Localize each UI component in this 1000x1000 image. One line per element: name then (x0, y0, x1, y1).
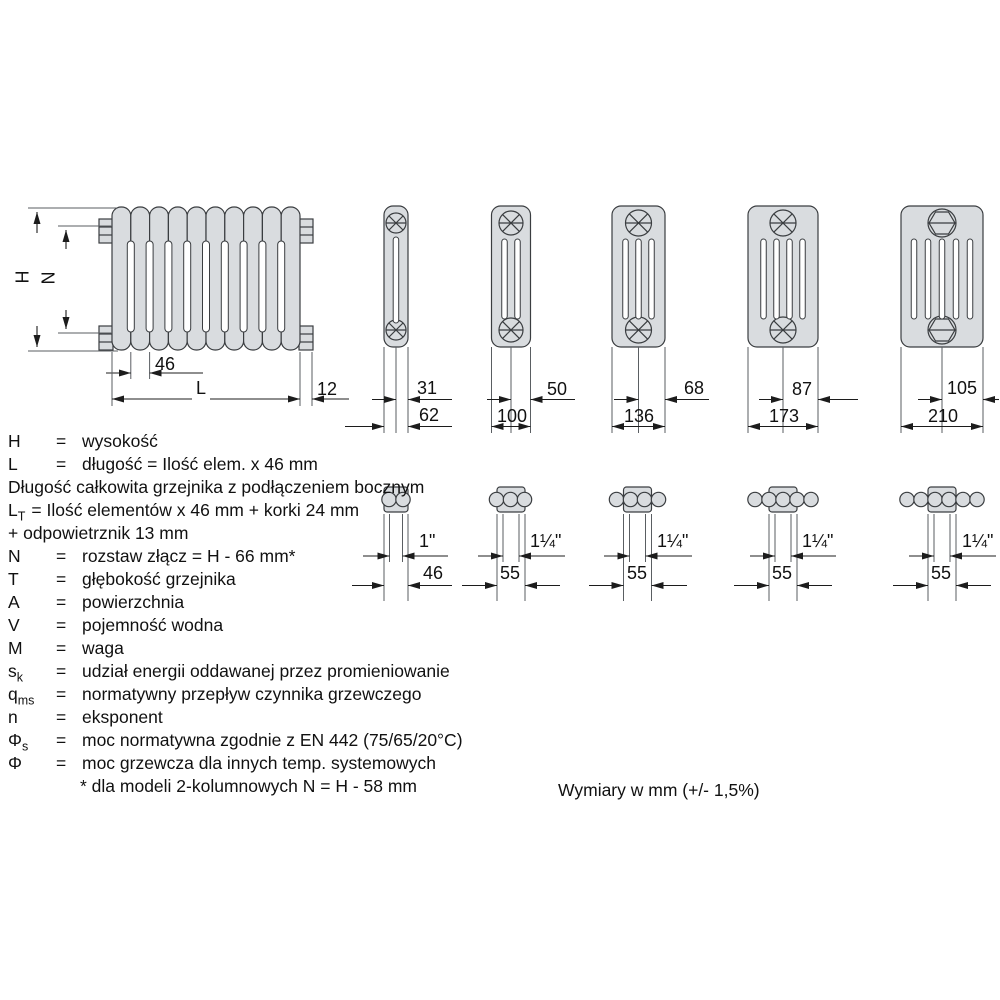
dim-label-connwidth-3col: 55 (500, 563, 521, 583)
legend-row-n: N = rozstaw złącz = H - 66 mm* (8, 546, 296, 566)
dim-label-connwidth-4col: 55 (627, 563, 648, 583)
dim-label-depth-5col: 173 (769, 406, 800, 426)
legend-row-phi-s: $\Phi_s$ = moc normatywna zgodnie z EN 442 (75/65/20°C) (8, 730, 463, 754)
dim-label-connector-spacing: N (37, 271, 58, 285)
dim-label-element-width: 46 (155, 354, 176, 374)
dim-label-halfdepth-4col: 68 (684, 378, 705, 398)
radiator-windows (127, 241, 284, 332)
legend-row-air-vent: + odpowietrznik 13 mm (8, 523, 189, 543)
dim-label-thread-4col: 1¼" (657, 531, 689, 551)
legend-row-phi: Φ = moc grzewcza dla innych temp. systemowych (8, 753, 437, 773)
dim-label-length: L (196, 378, 207, 398)
dim-label-connwidth-6col: 55 (931, 563, 952, 583)
dim-label-depth-4col: 136 (624, 406, 655, 426)
dim-label-connwidth-2col: 46 (423, 563, 444, 583)
legend-row-footnote: * dla modeli 2-kolumnowych N = H - 58 mm (80, 776, 417, 796)
dim-label-depth-2col: 62 (419, 405, 440, 425)
legend-row-h: H = wysokość (8, 431, 158, 451)
legend-row-v: V = pojemność wodna (8, 615, 224, 635)
dim-label-thread-6col: 1¼" (962, 531, 994, 551)
dim-label-halfdepth-6col: 105 (947, 378, 978, 398)
dim-label-depth-3col: 100 (497, 406, 528, 426)
dim-label-depth-6col: 210 (928, 406, 959, 426)
legend-row-sk: $s_k$ = udział energii oddawanej przez promieniowanie (8, 661, 450, 685)
legend-row-t: T = głębokość grzejnika (8, 569, 236, 589)
cross-section-2col (345, 206, 452, 433)
dim-label-halfdepth-2col: 31 (417, 378, 438, 398)
dim-label-thread-5col: 1¼" (802, 531, 834, 551)
legend-row-lt: $L_T$ = Ilość elementów x 46 mm + korki 24 mm (8, 500, 360, 524)
dim-label-height: H (11, 270, 32, 284)
legend-row-m: M = waga (8, 638, 124, 658)
legend-row-qms: $q_{ms}$ = normatywny przepływ czynnika grzewczego (8, 684, 422, 708)
dim-label-end-offset: 12 (317, 379, 338, 399)
cross-section-6col (901, 206, 999, 433)
dim-label-halfdepth-3col: 50 (547, 379, 568, 399)
radiator-front-view (99, 207, 313, 350)
dim-label-connwidth-5col: 55 (772, 563, 793, 583)
dimensions-tolerance-note: Wymiary w mm (+/- 1,5%) (558, 780, 760, 800)
dim-label-halfdepth-5col: 87 (792, 379, 813, 399)
dim-label-thread-2col: 1" (419, 531, 436, 551)
cross-section-4col (612, 206, 709, 433)
legend-row-total-length-caption: Długość całkowita grzejnika z podłączeniem bocznym (8, 477, 425, 497)
legend-row-n-exponent: n = eksponent (8, 707, 163, 727)
legend-row-l: L = długość = Ilość elem. x 46 mm (8, 454, 318, 474)
dim-label-thread-3col: 1¼" (530, 531, 562, 551)
top-view-2col (352, 487, 452, 601)
legend-row-a: A = powierzchnia (8, 592, 185, 612)
